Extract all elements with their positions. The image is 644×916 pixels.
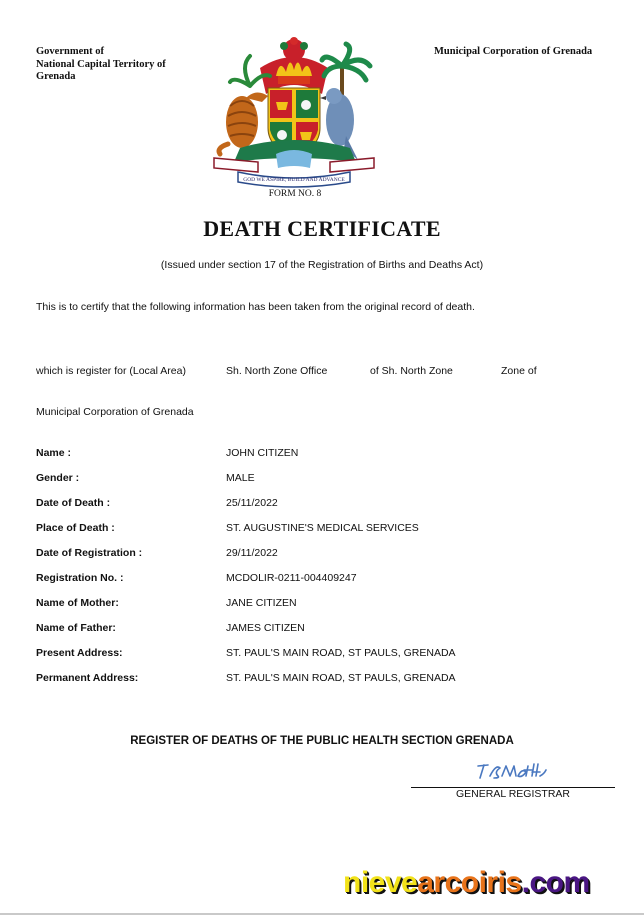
value-name-of-mother: JANE CITIZEN — [226, 597, 297, 609]
local-area-office: Sh. North Zone Office — [226, 365, 328, 377]
value-date-of-death: 25/11/2022 — [226, 497, 278, 509]
register-heading: REGISTER OF DEATHS OF THE PUBLIC HEALTH SECTION GRENADA — [130, 735, 514, 747]
value-name: JOHN CITIZEN — [226, 447, 299, 459]
municipal-corporation: Municipal Corporation of Grenada — [434, 46, 593, 57]
value-registration-no: MCDOLIR-0211-004409247 — [226, 572, 357, 584]
label-name-of-father: Name of Father: — [36, 622, 116, 634]
watermark-part-2: arcoiris — [417, 866, 522, 899]
value-present-address: ST. PAUL'S MAIN ROAD, ST PAULS, GRENADA — [226, 647, 456, 659]
value-date-of-registration: 29/11/2022 — [226, 547, 278, 559]
coat-of-arms-icon — [210, 36, 378, 188]
signature-icon — [470, 760, 550, 782]
label-registration-no: Registration No. : — [36, 572, 124, 584]
watermark-part-1: nieve — [343, 866, 418, 899]
label-name: Name : — [36, 447, 72, 459]
form-number: FORM NO. 8 — [268, 189, 322, 199]
document-title: DEATH CERTIFICATE — [203, 216, 441, 241]
issuing-government — [36, 46, 166, 84]
label-date-of-death: Date of Death : — [36, 497, 111, 509]
bottom-divider — [0, 913, 644, 915]
label-gender: Gender : — [36, 472, 80, 484]
document-subtitle: (Issued under section 17 of the Registration of Births and Deaths Act) — [160, 259, 484, 271]
label-date-of-registration: Date of Registration : — [36, 547, 143, 559]
government-line-2: National Capital Territory of — [36, 58, 166, 70]
label-permanent-address: Permanent Address: — [36, 672, 139, 684]
government-line-1: Government of — [36, 46, 104, 57]
svg-text:GOD WE ASPIRE, BUILD AND ADVAN: GOD WE ASPIRE, BUILD AND ADVANCE — [243, 177, 345, 183]
certification-statement: This is to certify that the following information has been taken from the original record of death. — [36, 301, 475, 313]
local-area-label: which is register for (Local Area) — [36, 365, 186, 377]
local-area-corporation: Municipal Corporation of Grenada — [36, 406, 194, 418]
value-permanent-address: ST. PAUL'S MAIN ROAD, ST PAULS, GRENADA — [226, 672, 456, 684]
local-area-zone-of: Zone of — [501, 365, 537, 377]
label-name-of-mother: Name of Mother: — [36, 597, 119, 609]
watermark-part-3: .com — [521, 866, 590, 899]
government-line-3: Grenada — [36, 71, 76, 82]
value-gender: MALE — [226, 472, 255, 484]
label-place-of-death: Place of Death : — [36, 522, 115, 534]
signatory-title: GENERAL REGISTRAR — [456, 788, 570, 800]
value-place-of-death: ST. AUGUSTINE'S MEDICAL SERVICES — [226, 522, 419, 534]
value-name-of-father: JAMES CITIZEN — [226, 622, 305, 634]
watermark-logo — [343, 866, 590, 900]
local-area-zone: of Sh. North Zone — [370, 365, 453, 377]
label-present-address: Present Address: — [36, 647, 123, 659]
